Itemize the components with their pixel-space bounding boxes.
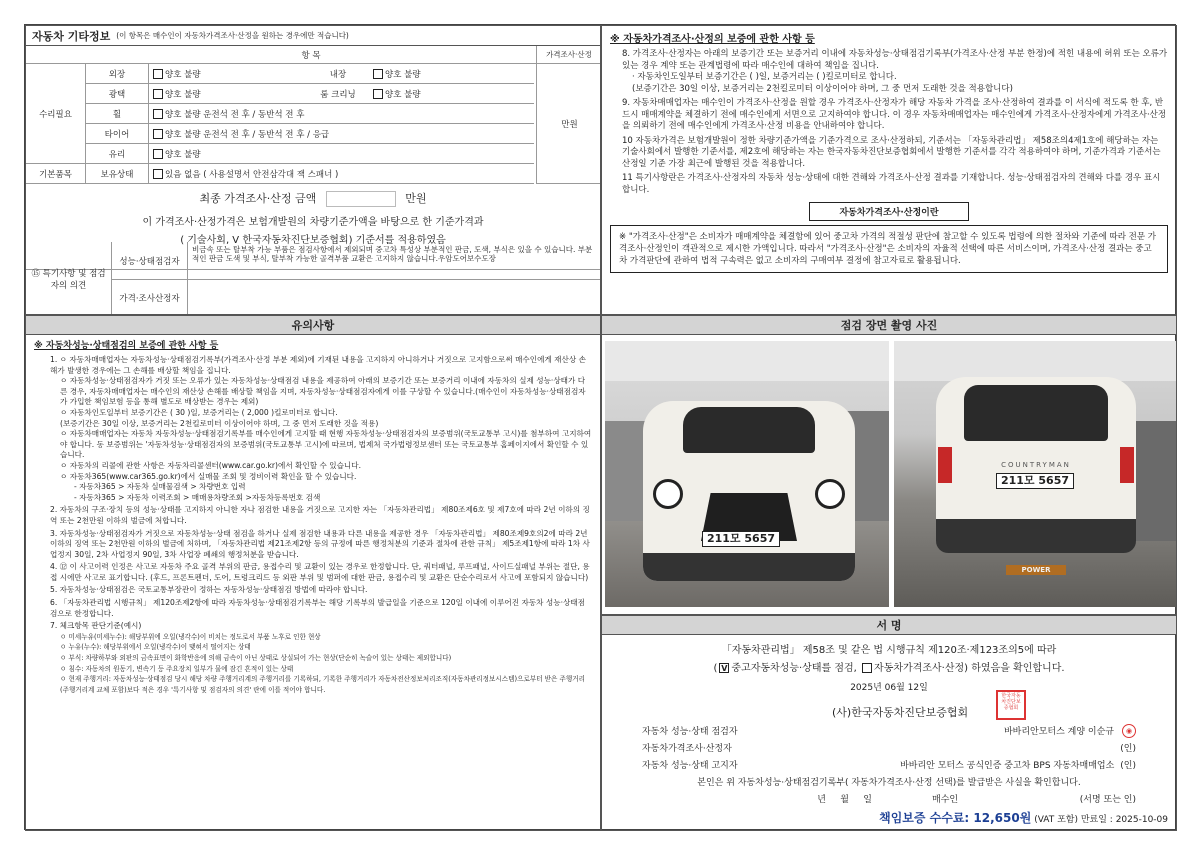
signature-title: 서 명 xyxy=(602,616,1176,635)
repair-label: 수리필요 xyxy=(39,109,72,120)
row-content: 양호 불량 운전석 전 후 / 동반석 전 후 xyxy=(165,109,305,120)
note-item: - 자동차365 > 자동차 실매물검색 > 차량번호 입력 xyxy=(74,482,246,492)
checkbox-price[interactable] xyxy=(862,663,872,673)
sign-row-label: 자동차 성능·상태 고지자 xyxy=(642,761,738,771)
inspection-record-page xyxy=(24,24,1176,830)
price-header: 가격조사·산정 xyxy=(546,50,592,59)
organization-seal xyxy=(996,690,1026,720)
rear-inspection-photo xyxy=(894,341,1177,607)
note-item: ㅇ 부식: 차량하부와 외판의 금속표면이 화학반응에 의해 금속이 아닌 상태로 상실되어 가는 현상(단순히 녹슬어 있는 상태는 제외합니다) xyxy=(60,654,452,663)
guarantee-panel xyxy=(601,25,1177,315)
guarantee-item: 10 자동차가격은 보험개발원이 정한 차량기준가액을 기준가격으로 조사·산정하되, 기준서는 「자동차관리법」 제58조의4제1호에 해당하는 자는 기술사회에서 발행한 기준서를, 제2호에 해당하는 자는 한국자동차진단보증협회에서 발행한 기준서를 각각 적용하여야 하며, 기준가격과 기준서는 산정일 기준 가장 최근에 발행된 것을 적용합니다. xyxy=(622,135,1161,169)
final-price-input[interactable] xyxy=(326,191,396,207)
row-label2: 룸 크리닝 xyxy=(320,89,356,100)
special-notes-label: ⑮ 특기사항 및 점검자의 의견 xyxy=(31,269,106,291)
checkbox[interactable] xyxy=(373,89,383,99)
note-item: ㅇ 누유(누수): 해당부위에서 오일(냉각수)이 맺혀서 떨어지는 상태 xyxy=(60,643,251,652)
note-item: ㅇ 침수: 자동차의 원동기, 변속기 등 주요장치 일부가 물에 잠긴 흔적이 있는 상태 xyxy=(60,664,294,673)
sign-row-end: (인) xyxy=(1120,744,1136,754)
checkbox[interactable] xyxy=(153,69,163,79)
basic-label: 기본품목 xyxy=(39,169,72,180)
note-item: ㅇ 자동차의 리콜에 관한 사항은 자동차리콜센터(www.car.go.kr)에서 확인할 수 있습니다. xyxy=(60,460,361,470)
checkbox[interactable] xyxy=(153,129,163,139)
row-content: 양호 불량 xyxy=(165,69,201,80)
signature-line-2b: 자동차가격조사·산정) 하였음을 확인합니다. xyxy=(874,663,1065,674)
fee-note: (VAT 포함) 만료일 : 2025-10-09 xyxy=(1034,815,1168,825)
car-rear-body xyxy=(936,377,1136,553)
notes-subtitle: ※ 자동차성능·상태점검의 보증에 관한 사항 등 xyxy=(34,341,219,351)
checkbox[interactable] xyxy=(153,109,163,119)
guarantee-item: 9. 자동차매매업자는 매수인이 가격조사·산정을 원할 경우 가격조사·산정자가 해당 자동차 가격을 조사·산정하여 결과를 이 서식에 적도록 한 후, 반드시 매매계약을 체결하기 전에 매수인에게 서면으로 고지하여야 합니다. 이 경우 자동차매매업자는 매수인에게 가격조사·산정자에게 가격조사·산정을 의뢰하기 전에 매수인에게 가격조사·산정 비용을 안내하여야 합니다. xyxy=(622,98,1167,131)
row-label: 외장 xyxy=(108,69,126,80)
buyer-sign: (서명 또는 인) xyxy=(1079,795,1136,805)
price-inspector-label: 가격·조사산정자 xyxy=(119,294,180,304)
note-item: ㅇ 자동차365(www.car365.go.kr)에서 실매물 조회 및 정비이력 확인을 할 수 있습니다. xyxy=(60,471,357,481)
signature-date: 2025년 06월 12일 xyxy=(850,683,928,693)
fee-label: 책임보증 수수료: 12,650원 xyxy=(879,811,1032,825)
rear-badge: COUNTRYMAN xyxy=(1001,461,1071,469)
receipt-date: 년 월 일 xyxy=(817,795,872,805)
sign-row-label: 자동차가격조사·산정자 xyxy=(642,744,732,754)
note-item: - 자동차365 > 자동차 이력조회 > 매매용차량조회 >자동차등록번호 검색 xyxy=(74,492,321,502)
checkbox[interactable] xyxy=(153,149,163,159)
row-label: 타이어 xyxy=(104,129,130,140)
row-content: 있음 없음 ( 사용설명서 안전삼각대 잭 스패너 ) xyxy=(165,169,339,180)
license-plate-front: 211모 5657 xyxy=(702,531,780,547)
guarantee-item: (보증기간은 30일 이상, 보증거리는 2천킬로미터 이상이어야 하며, 그 중 먼저 도래한 것을 적용합니다) xyxy=(632,83,1013,94)
car-front-body xyxy=(643,401,855,581)
photos-panel xyxy=(601,315,1177,615)
guarantee-title: ※ 자동차가격조사·산정의 보증에 관한 사항 등 xyxy=(610,34,815,45)
price-unit: 만원 xyxy=(561,119,578,130)
final-price-unit: 만원 xyxy=(405,192,427,205)
note-item: ㅇ 자동차매매업자는 자동차 자동차성능·상태점검기록부를 매수인에게 고지할 때 현행 자동차성능·상태점검자의 보증범위(국토교통부 고시)를 첨부하여 고지하여야 합니다. 동 보증범위는 '자동차성능·상태점검자의 보증범위(국토교통부 고시)에 따르며, 법제처 국가법령정보센터 또는 국토교통부 홈페이지에서 확인할 수 있습니다. xyxy=(60,429,592,460)
sign-row-value xyxy=(842,741,1120,758)
sign-row-value: 바바리안 모터스 공식인증 중고차 BPS 자동차매매업소 xyxy=(900,761,1115,771)
item-header: 항 목 xyxy=(301,50,321,61)
note-item: 6. 「자동차관리법 시행규칙」 제120조제2항에 따라 자동차성능·상태점검기록부는 해당 기록부의 발급일을 기준으로 120일 이내에 이루어진 자동차 성능·상태점검으로 한정합니다. xyxy=(50,598,586,618)
note-item: 5. 자동차성능·상태점검은 국토교통부장관이 정하는 자동차성능·상태점검 방법에 따라야 합니다. xyxy=(50,585,368,595)
row-content2: 양호 불량 xyxy=(385,69,421,80)
signature-panel: 서 명 「자동차관리법」 제58조 및 같은 법 시행규칙 제120조·제123조의5에 따라 ( V 중고자동차성능·상태를 점검, 자동차가격조사·산정) 하였음을 확인합니다. 2025년 06월 12일 (사)한국자동차진단보증협회 한국자동차진단보증협회 자동차 성능·상태 점검자 바바리안모터스 계양 이순규 ◉ 자동차가격조사·산정자 (인) 자동차 성능·상태 고지자 바바리안 모터스 공식인증 중고차 BPS 자동차매매업소 (인) 본인은 위 자동차성능·상태점검기록부( 자동차가격조사·산정 선택)를 발급받은 사실을 확인합니다. 년 월 일 매수인 (서명 또는 인) 책임보증 수수료: 12,650원 (VAT 포함) 만료일 : 2025-10-09 xyxy=(601,615,1177,831)
note-item: 2. 자동차의 구조·장치 등의 성능·상태를 고지하지 아니한 자나 점검한 내용을 거짓으로 고지한 자는 「자동차관리법」 제80조제6호 및 제7호에 따라 2년 이하의 징역 또는 2천만원 이하의 벌금에 처합니다. xyxy=(50,505,590,525)
row-label: 휠 xyxy=(112,109,122,120)
lift-label: POWER xyxy=(1006,565,1066,575)
checkbox-performance[interactable]: V xyxy=(721,664,728,673)
seal-mark: ◉ xyxy=(1122,724,1136,738)
price-definition-heading: 자동차가격조사·산정이란 xyxy=(809,202,969,221)
checkbox[interactable] xyxy=(373,69,383,79)
note-item: ㅇ 미세누유(미세누수): 해당부위에 오일(냉각수)이 비치는 정도로서 부품 노후로 인한 현상 xyxy=(60,632,321,641)
checkbox[interactable] xyxy=(153,169,163,179)
etc-info-panel xyxy=(25,25,601,315)
guarantee-item: 11 특기사항란은 가격조사·산정자의 자동차 성능·상태에 대한 견해와 가격조사·산정 결과를 기재합니다. 성능·상태점검자의 견해와 다를 경우 표시합니다. xyxy=(622,173,1161,195)
signature-line-1: 「자동차관리법」 제58조 및 같은 법 시행규칙 제120조·제123조의5에 따라 xyxy=(721,645,1057,656)
basis-line-1: 이 가격조사·산정가격은 보험개발원의 차량기준가액을 바탕으로 한 기준가격과 xyxy=(142,217,484,228)
note-item: 3. 자동차성능·상태점검자가 거짓으로 자동차성능·상태 점검을 하거나 실제 점검한 내용과 다른 내용을 제공한 경우 「자동차관리법」 제80조제9호의2에 따라 2년 이하의 징역 또는 2천만원 이하의 벌금에 처하며, 「자동차관리법 제21조제2항 등의 규정에 따른 행정처분의 기준과 절차에 관한 규칙」 제5조제1항에 따라 1차 사업정지 30일, 2차 사업정지 90일, 3차 사업장 폐쇄의 행정처분을 받습니다. xyxy=(50,528,590,559)
etc-info-note: (이 항목은 매수인이 자동차가격조사·산정을 원하는 경우에만 적습니다) xyxy=(116,31,349,40)
guarantee-item: · 자동차인도일부터 보증기간은 ( )일, 보증거리는 ( )킬로미터로 합니다. xyxy=(632,72,897,82)
issuing-organization: (사)한국자동차진단보증협회 xyxy=(832,706,969,719)
signature-line-2a: 중고자동차성능·상태를 점검, xyxy=(731,663,857,674)
row-content: 양호 불량 운전석 전 후 / 동반석 전 후 / 응급 xyxy=(165,129,330,140)
row-label: 보유상태 xyxy=(100,169,134,180)
note-item: (보증기간은 30일 이상, 보증거리는 2천킬로미터 이상이어야 하며, 그 중 먼저 도래한 것을 적용) xyxy=(60,418,379,428)
inspector-note: 비금속 또는 탈부착 가능 부품은 점검사항에서 제외되며 중고차 특성상 부분적인 판금, 도색, 부식은 있을 수 있습니다. 부분적인 판금 도색 및 부식, 탈부착 가능한 골격부품 교환은 고지하지 않습니다.우암도어보수도장 xyxy=(192,245,593,263)
final-price-label: 최종 가격조사·산정 금액 xyxy=(199,192,317,205)
sign-row-end: (인) xyxy=(1120,761,1136,771)
photos-title: 점검 장면 촬영 사진 xyxy=(602,316,1176,335)
note-item: 4. ⑫ 이 사고이력 인정은 사고로 자동차 주요 골격 부위의 판금, 용접수리 및 교환이 있는 경우로 한정합니다. 단, 쿼터패널, 루프패널, 사이드실패널 부위는 절단, 용접 시에만 사고로 표기합니다. (후드, 프론트펜더, 도어, 트렁크리드 등 외판 부위 및 범퍼에 대한 판금, 용접수리 및 교환은 단순수리로서 사고에 포함되지 않습니다) xyxy=(50,562,590,582)
front-inspection-photo xyxy=(605,341,889,607)
license-plate-rear: 211모 5657 xyxy=(996,473,1074,489)
seal-text: 한국자동차진단보증협회 xyxy=(1001,693,1021,711)
row-label: 광택 xyxy=(108,89,126,100)
guarantee-item: 8. 가격조사·산정자는 아래의 보증기간 또는 보증거리 이내에 자동차성능·상태점검기록부(가격조사·산정 부분 한정)에 적힌 내용에 허위 또는 오류가 있는 경우 계약 또는 관계법령에 따라 매수인에 대하여 책임을 집니다. xyxy=(622,49,1168,71)
etc-info-title: 자동차 기타정보 xyxy=(32,29,111,43)
notes-panel xyxy=(25,315,601,831)
sign-row-value: 바바리안모터스 계양 이순규 xyxy=(1003,727,1114,737)
row-content2: 양호 불량 xyxy=(385,89,421,100)
note-item: 1. ㅇ 자동차매매업자는 자동차성능·상태점검기록부(가격조사·산정 부분 제외)에 기재된 내용을 고지하지 아니하거나 거짓으로 고지함으로써 매수인에게 재산상 손해가 발생한 경우에는 그 손해를 배상할 책임을 집니다. xyxy=(50,355,586,375)
price-definition-box: ※ "가격조사·산정"은 소비자가 매매계약을 체결함에 있어 중고차 가격의 적절성 판단에 참고할 수 있도록 법령에 의한 절차와 기준에 따라 전문 가격조사·산정인이 객관적으로 제시한 가액입니다. 따라서 "가격조사·산정"은 소비자의 자율적 선택에 따른 서비스이며, 가격조사·산정 결과는 중고차 가격판단에 관하여 법적 구속력은 없고 소비자의 구매여부 결정에 참고자료로 활용됩니다. xyxy=(610,225,1168,273)
receipt-line: 본인은 위 자동차성능·상태점검기록부( 자동차가격조사·산정 선택)를 발급받은 사실을 확인합니다. xyxy=(697,778,1081,788)
row-label: 유리 xyxy=(108,149,126,160)
note-item: 7. 체크항목 판단기준(예시) xyxy=(50,621,142,631)
basis-line-2: ( 기술사회, V 한국자동차진단보증협회) 기준서를 적용하였음 xyxy=(180,235,446,246)
note-item: ㅇ 자동차성능·상태점검자가 거짓 또는 오류가 있는 자동차성능·상태점검 내용을 제공하여 아래의 보증기간 또는 보증거리 이내에 자동차의 실제 성능·상태가 다른 경우, 자동차매매업자는 매수인의 재산상 손해를 배상할 책임을 지며, 자동차성능·상태점검자에게 이를 구상할 수 있습니다.(매수인이 자동차성능·상태점검자가 가입한 책임보험 등을 통해 별도로 배상받는 경우는 제외) xyxy=(60,376,586,407)
note-item: ㅇ 자동차인도일부터 보증기간은 ( 30 )일, 보증거리는 ( 2,000 )킬로미터로 합니다. xyxy=(60,407,338,417)
checkbox[interactable] xyxy=(153,89,163,99)
row-label2: 내장 xyxy=(329,69,347,80)
inspector-label: 성능·상태점검자 xyxy=(119,257,180,267)
row-content: 양호 불량 xyxy=(165,149,201,160)
note-item: ㅇ 현재 주행거리: 자동차성능·상태점검 당시 해당 차량 주행거리계의 주행거리를 기록하되, 기록한 주행거리가 자동차전산정보처리조직(자동차관리정보시스템)으로부터 받은 주행거리(주행거리계 교체 포함)보다 적은 경우 '특기사항 및 점검자의 의견' 란에 이를 적어야 합니다. xyxy=(60,675,585,694)
buyer-label: 매수인 xyxy=(932,795,959,805)
row-content: 양호 불량 xyxy=(165,89,201,100)
notes-title: 유의사항 xyxy=(26,316,600,335)
sign-row-label: 자동차 성능·상태 점검자 xyxy=(642,727,738,737)
